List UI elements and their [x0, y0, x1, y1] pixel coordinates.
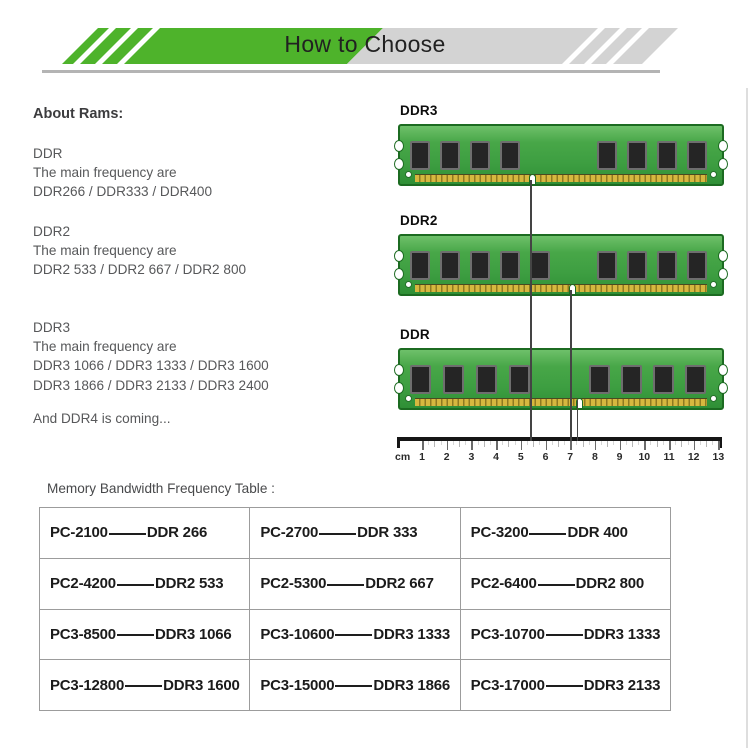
ruler-quarter-tick [589, 441, 590, 445]
ruler-half-tick [558, 441, 559, 447]
text-line: DDR3 [33, 320, 71, 335]
ruler-tick-label: 2 [443, 451, 450, 463]
memory-chip [657, 251, 677, 280]
chip-group-right [597, 251, 707, 280]
connector-dash [117, 634, 154, 636]
memory-chip [657, 141, 677, 170]
ruler-half-tick [533, 441, 534, 447]
ruler-quarter-tick [638, 441, 639, 445]
ram-module-ddr2 [398, 213, 724, 296]
edge-notch [394, 364, 404, 376]
mount-hole [710, 281, 717, 288]
gold-pins [415, 398, 707, 406]
connector-dash [117, 584, 154, 586]
freq-table [39, 507, 671, 711]
edge-notch [718, 250, 728, 262]
ruler-tick [669, 441, 671, 450]
memory-chip [500, 141, 520, 170]
freq-cell [250, 610, 460, 661]
ruler-tick-label: 7 [567, 451, 574, 463]
edge-notch [718, 140, 728, 152]
memory-chip [597, 141, 617, 170]
ruler-half-tick [459, 441, 460, 447]
ruler-quarter-tick [650, 441, 651, 445]
image-edge-line [746, 88, 748, 748]
pc-rating: PC3-12800 [50, 676, 125, 694]
ruler-tick [471, 441, 473, 450]
edge-notch [394, 268, 404, 280]
edge-notch [394, 158, 404, 170]
ddr-speed: DDR3 1333 [373, 625, 450, 643]
pc-rating: PC3-10600 [260, 625, 335, 643]
memory-chip [687, 141, 707, 170]
connector-dash [125, 685, 162, 687]
ddr-speed: DDR 266 [146, 524, 208, 542]
memory-chip [470, 251, 490, 280]
memory-chip [685, 365, 706, 394]
ruler-half-tick [632, 441, 633, 447]
notch-pointer-line-ddr [577, 400, 579, 441]
ruler-half-tick [657, 441, 658, 447]
ruler-quarter-tick [527, 441, 528, 445]
ruler-quarter-tick [564, 441, 565, 445]
ruler-quarter-tick [552, 441, 553, 445]
edge-notch [394, 382, 404, 394]
connector-dash [327, 584, 364, 586]
gold-pins [415, 174, 707, 182]
banner-underline [42, 70, 660, 73]
ruler-half-tick [681, 441, 682, 447]
text-line: The main frequency are [33, 339, 177, 355]
text-line: The main frequency are [33, 165, 177, 181]
text-line: DDR [33, 146, 63, 161]
memory-chip [621, 365, 642, 394]
notch-pointer-line-ddr2 [570, 290, 572, 441]
ram-module-ddr3 [398, 103, 724, 186]
ruler-tick-label: 3 [468, 451, 475, 463]
edge-notch [394, 140, 404, 152]
ruler-tick [718, 441, 720, 450]
ruler-quarter-tick [675, 441, 676, 445]
ddr3-frequency-text [33, 318, 269, 395]
ruler-quarter-tick [601, 441, 602, 445]
edge-notch [718, 158, 728, 170]
ruler-tick [644, 441, 646, 450]
freq-cell [250, 559, 460, 610]
ddr-speed: DDR3 1333 [583, 625, 661, 643]
ddr-speed: DDR2 533 [154, 575, 224, 593]
ruler-tick-label: 11 [663, 451, 675, 463]
ruler-half-tick [508, 441, 509, 447]
ruler-tick [496, 441, 498, 450]
ddr-speed: DDR3 1066 [154, 625, 232, 643]
chip-group-right [597, 141, 707, 170]
text-line: DDR266 / DDR333 / DDR400 [33, 184, 213, 200]
pc-rating: PC3-15000 [260, 676, 335, 694]
memory-chip [509, 365, 530, 394]
ddr-speed: DDR3 1600 [163, 676, 240, 694]
freq-cell [40, 508, 250, 559]
pc-rating: PC-2700 [260, 524, 319, 542]
about-heading: About Rams: [33, 106, 124, 122]
memory-chip [500, 251, 520, 280]
pcb-board [398, 234, 724, 296]
pc-rating: PC2-5300 [260, 575, 327, 593]
memory-chip [476, 365, 497, 394]
memory-chip [440, 251, 460, 280]
table-title: Memory Bandwidth Frequency Table : [47, 481, 275, 496]
pc-rating: PC3-17000 [470, 676, 545, 694]
pc-rating: PC3-10700 [470, 625, 545, 643]
memory-chip [530, 251, 550, 280]
notch-pointer-line-ddr3 [530, 180, 532, 441]
freq-cell [461, 610, 671, 661]
ruler-tick [546, 441, 548, 450]
cm-ruler [397, 437, 723, 467]
pc-rating: PC-3200 [470, 524, 529, 542]
ruler-tick [620, 441, 622, 450]
ddr-frequency-text [33, 144, 212, 202]
ddr-speed: DDR2 800 [575, 575, 645, 593]
ruler-half-tick [434, 441, 435, 447]
pc-rating: PC2-6400 [470, 575, 537, 593]
connector-dash [109, 533, 146, 535]
memory-chip [627, 251, 647, 280]
ddr4-coming-text: And DDR4 is coming... [33, 411, 171, 426]
edge-notch [394, 250, 404, 262]
chip-group-left [410, 251, 550, 280]
ruler-quarter-tick [613, 441, 614, 445]
ruler-tick [595, 441, 597, 450]
module-label-ddr: DDR [400, 327, 430, 342]
ruler-tick [422, 441, 424, 450]
connector-dash [319, 533, 356, 535]
ruler-tick [694, 441, 696, 450]
ruler-quarter-tick [688, 441, 689, 445]
chip-group-left [410, 141, 520, 170]
pc-rating: PC-2100 [50, 524, 108, 542]
pcb-board [398, 124, 724, 186]
ruler-quarter-tick [502, 441, 503, 445]
ruler-half-tick [706, 441, 707, 447]
ruler-tick [521, 441, 523, 450]
memory-chip [410, 141, 430, 170]
gold-pins [415, 284, 707, 292]
ruler-quarter-tick [515, 441, 516, 445]
ruler-tick-label: 10 [638, 451, 651, 463]
ruler-quarter-tick [576, 441, 577, 445]
ruler-quarter-tick [712, 441, 713, 445]
mount-hole [405, 395, 412, 402]
connector-dash [546, 634, 583, 636]
ruler-unit-label: cm [395, 451, 411, 463]
edge-notch [718, 382, 728, 394]
ruler-tick-label: 5 [517, 451, 524, 463]
connector-dash [546, 685, 583, 687]
ruler-quarter-tick [453, 441, 454, 445]
ddr-speed: DDR2 667 [365, 575, 434, 593]
memory-chip [443, 365, 464, 394]
ruler-quarter-tick [539, 441, 540, 445]
mount-hole [405, 281, 412, 288]
ram-module-ddr [398, 327, 724, 410]
pc-rating: PC3-8500 [50, 625, 116, 643]
ruler-quarter-tick [441, 441, 442, 445]
chip-group-left [410, 365, 530, 394]
text-line: DDR3 1066 / DDR3 1333 / DDR3 1600 [33, 358, 269, 374]
ruler-quarter-tick [478, 441, 479, 445]
page-title: How to Choose [284, 31, 446, 57]
ddr2-frequency-text [33, 222, 246, 280]
ruler-bar [397, 437, 722, 441]
connector-dash [538, 584, 575, 586]
ruler-quarter-tick [428, 441, 429, 445]
memory-chip [589, 365, 610, 394]
chip-group-right [589, 365, 706, 394]
text-line: The main frequency are [33, 243, 177, 259]
ruler-tick-label: 13 [712, 451, 725, 463]
text-line: DDR2 [33, 224, 71, 239]
ruler-tick [570, 441, 572, 450]
freq-cell [250, 508, 460, 559]
freq-cell [461, 559, 671, 610]
memory-chip [470, 141, 490, 170]
memory-chip [627, 141, 647, 170]
memory-chip [410, 365, 431, 394]
freq-cell [40, 559, 250, 610]
memory-chip [410, 251, 430, 280]
ddr-speed: DDR 400 [567, 524, 628, 542]
memory-chip [440, 141, 460, 170]
ruler-quarter-tick [626, 441, 627, 445]
text-line: DDR2 533 / DDR2 667 / DDR2 800 [33, 262, 247, 278]
ruler-quarter-tick [465, 441, 466, 445]
ruler-endcap [397, 437, 400, 448]
edge-notch [718, 268, 728, 280]
ruler-quarter-tick [663, 441, 664, 445]
ruler-tick-label: 8 [591, 451, 598, 463]
memory-chip [653, 365, 674, 394]
freq-cell [461, 660, 671, 711]
ruler-tick-label: 4 [493, 451, 500, 463]
module-label-ddr2: DDR2 [400, 213, 438, 228]
memory-chip [687, 251, 707, 280]
ruler-quarter-tick [700, 441, 701, 445]
freq-cell [250, 660, 460, 711]
ruler-tick-label: 6 [542, 451, 549, 463]
ddr-speed: DDR3 2133 [583, 676, 661, 694]
freq-cell [40, 610, 250, 661]
ddr-speed: DDR3 1866 [373, 676, 450, 694]
memory-chip [597, 251, 617, 280]
mount-hole [710, 395, 717, 402]
ruler-tick-label: 1 [419, 451, 425, 463]
ruler-half-tick [583, 441, 584, 447]
mount-hole [710, 171, 717, 178]
ruler-tick-label: 9 [616, 451, 623, 463]
pc-rating: PC2-4200 [50, 575, 116, 593]
mount-hole [405, 171, 412, 178]
freq-cell [40, 660, 250, 711]
edge-notch [718, 364, 728, 376]
ruler-tick [447, 441, 449, 450]
ruler-half-tick [607, 441, 608, 447]
freq-cell [461, 508, 671, 559]
module-label-ddr3: DDR3 [400, 103, 438, 118]
connector-dash [529, 533, 566, 535]
pcb-board [398, 348, 724, 410]
ruler-half-tick [484, 441, 485, 447]
ddr-speed: DDR 333 [357, 524, 418, 542]
ruler-quarter-tick [490, 441, 491, 445]
connector-dash [335, 685, 372, 687]
ruler-tick-label: 12 [687, 451, 700, 463]
connector-dash [335, 634, 372, 636]
header-banner [0, 0, 750, 84]
text-line: DDR3 1866 / DDR3 2133 / DDR3 2400 [33, 377, 269, 393]
